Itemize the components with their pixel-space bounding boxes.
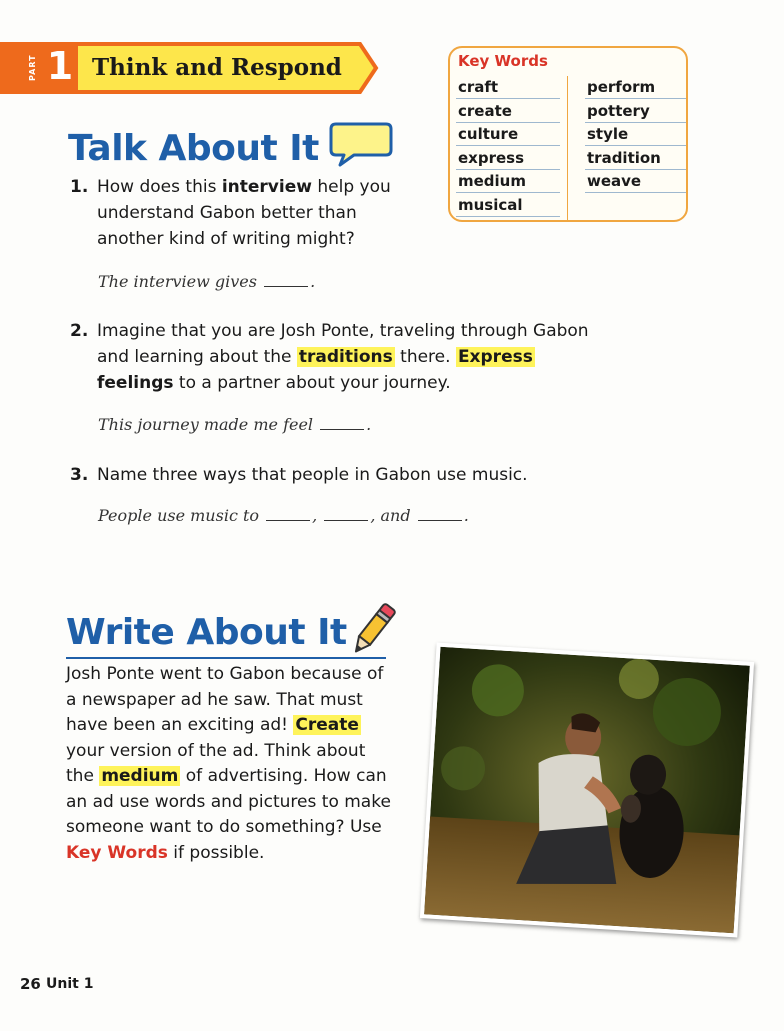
key-word-item: weave [585,170,686,193]
key-word-item: create [456,100,560,123]
talk-about-it-heading: Talk About It [68,128,319,169]
speech-bubble-icon [328,120,394,168]
key-word-item: craft [456,76,560,99]
key-word-item: musical [456,194,560,217]
heading-underline [66,657,386,659]
page-number: 26 [20,975,41,993]
photo-image [424,647,750,933]
section-banner-title: Think and Respond [92,54,342,81]
key-word-item: express [456,147,560,170]
write-about-prompt: Josh Ponte went to Gabon because of a newspaper ad he saw. That must have been an exciting ad! Create your version of the ad. Think about the medium of advertising. How can an ad use words and pictures to make someone want to do something? Use Key Words if possible. [66,664,391,863]
question-1-number: 1. [70,177,89,197]
key-word-traditions: traditions [298,347,393,367]
key-word-item: medium [456,170,560,193]
question-3-sentence-frame: People use music to , , and . [98,506,469,525]
question-3-number: 3. [70,465,89,485]
key-word-item: style [585,123,686,146]
unit-label: Unit 1 [46,976,94,992]
key-word-item: pottery [585,100,686,123]
key-words-title: Key Words [458,52,548,70]
key-words-divider [567,76,568,220]
answer-blank [324,506,368,521]
question-2-sentence-frame: This journey made me feel . [98,415,372,434]
key-word-item: culture [456,123,560,146]
answer-blank [264,272,308,287]
answer-blank [418,506,462,521]
key-word-create: Create [295,715,359,735]
key-word-express: Express [457,347,533,367]
question-1-text: How does this interview help you understand Gabon better than another kind of writing might? [97,177,391,249]
write-about-it-heading: Write About It [66,612,347,653]
part-label: PART [28,54,37,82]
question-2-text: Imagine that you are Josh Ponte, traveling through Gabon and learning about the traditions there. Express feelings to a partner about your journey. [97,321,589,393]
key-word-item: perform [585,76,686,99]
question-2-number: 2. [70,321,89,341]
key-word-medium: medium [101,766,179,786]
question-3-text: Name three ways that people in Gabon use music. [97,465,528,485]
question-1-sentence-frame: The interview gives . [98,272,316,291]
part-number: 1 [46,44,74,88]
answer-blank [266,506,310,521]
key-words-reference: Key Words [66,842,168,863]
key-word-item: tradition [585,147,686,170]
answer-blank [320,415,364,430]
pencil-icon [344,600,404,660]
photo-man-with-gorilla [420,643,754,938]
